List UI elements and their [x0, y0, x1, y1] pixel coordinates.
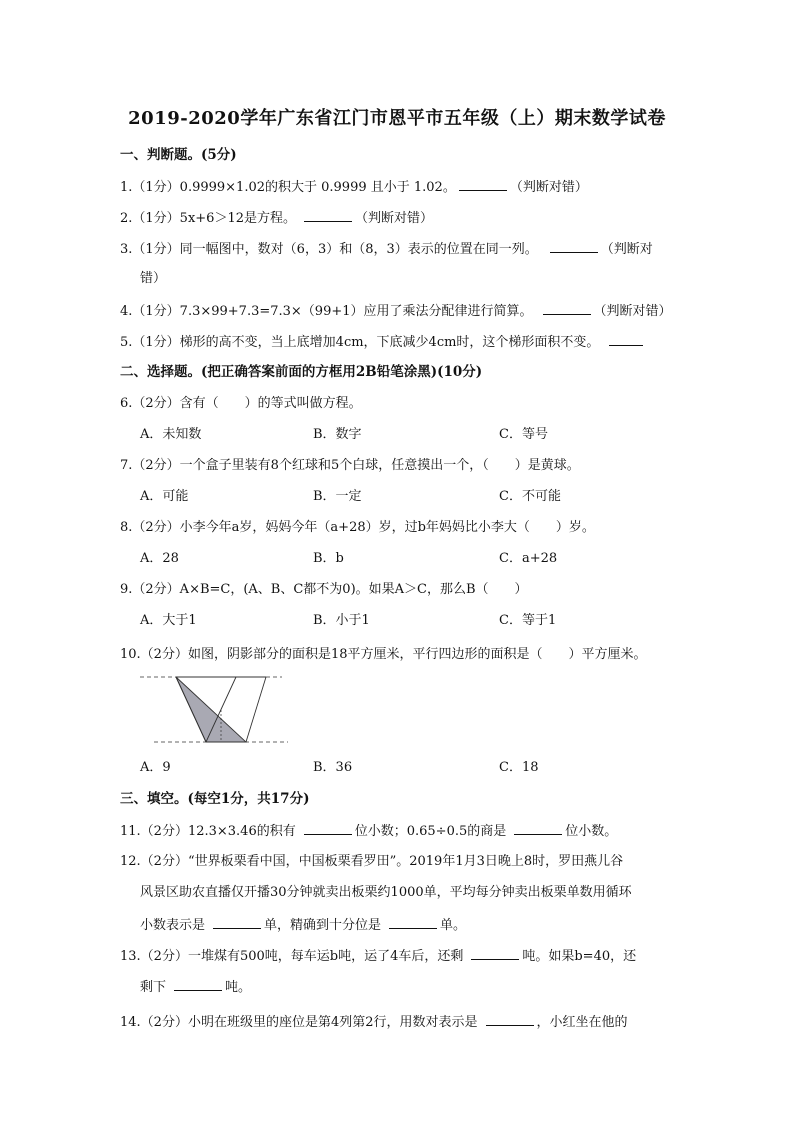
answer-blank[interactable] [609, 332, 643, 346]
question-2-text: 2.（1分）5x+6＞12是方程。 [120, 211, 296, 226]
question-13-part-1: 13.（2分）一堆煤有500吨，每车运b吨，运了4车后，还剩 [120, 949, 464, 964]
question-6-option-b[interactable]: B．数字 [313, 427, 362, 442]
question-4-suffix: （判断对错） [593, 304, 672, 319]
answer-blank[interactable] [471, 946, 519, 960]
question-9-option-a[interactable]: A．大于1 [140, 613, 197, 628]
question-2 [120, 208, 680, 228]
answer-blank[interactable] [550, 239, 598, 253]
question-10-option-c[interactable]: C．18 [499, 760, 539, 775]
question-1-suffix: （判断对错） [509, 180, 588, 195]
question-11 [120, 821, 680, 841]
question-4 [120, 301, 680, 321]
question-11-part-3: 位小数。 [565, 824, 618, 839]
parallelogram-figure [140, 672, 290, 748]
answer-blank[interactable] [459, 177, 507, 191]
answer-blank[interactable] [486, 1012, 534, 1026]
question-10-option-b[interactable]: B．36 [313, 760, 353, 775]
question-6: 6.（2分）含有（ ）的等式叫做方程。 [120, 396, 362, 411]
answer-blank[interactable] [514, 821, 562, 835]
question-12-part-c: 单。 [440, 918, 467, 933]
question-8: 8.（2分）小李今年a岁，妈妈今年（a+28）岁，过b年妈妈比小李大（ ）岁。 [120, 520, 595, 535]
section-heading-choice: 二、选择题。(把正确答案前面的方框用2B铅笔涂黑)(10分) [120, 364, 483, 380]
question-13-cont-1: 剩下 [140, 980, 167, 995]
question-3-text: 3.（1分）同一幅图中，数对（6，3）和（8，3）表示的位置在同一列。 [120, 242, 538, 257]
question-14 [120, 1012, 680, 1032]
question-12-line-2: 风景区助农直播仅开播30分钟就卖出板栗约1000单，平均每分钟卖出板栗单数用循环 [140, 885, 632, 900]
question-2-suffix: （判断对错） [354, 211, 433, 226]
question-1 [120, 177, 680, 197]
section-heading-fill: 三、填空。(每空1分，共17分) [120, 791, 310, 807]
question-7-option-c[interactable]: C．不可能 [499, 489, 561, 504]
question-13 [120, 946, 680, 966]
question-3-suffix: （判断对 [600, 242, 653, 257]
answer-blank[interactable] [543, 301, 591, 315]
question-6-option-a[interactable]: A．未知数 [140, 427, 202, 442]
question-3 [120, 239, 680, 259]
answer-blank[interactable] [174, 977, 222, 991]
answer-blank[interactable] [304, 821, 352, 835]
question-6-option-c[interactable]: C．等号 [499, 427, 548, 442]
page-title: 2019-2020学年广东省江门市恩平市五年级（上）期末数学试卷 [128, 108, 666, 129]
question-10: 10.（2分）如图，阴影部分的面积是18平方厘米，平行四边形的面积是（ ）平方厘米。 [120, 647, 647, 662]
question-5-text: 5.（1分）梯形的高不变，当上底增加4cm，下底减少4cm时，这个梯形面积不变。 [120, 335, 600, 350]
question-12-part-b: 单，精确到十分位是 [264, 918, 382, 933]
question-7: 7.（2分）一个盒子里装有8个红球和5个白球，任意摸出一个，（ ）是黄球。 [120, 458, 580, 473]
question-13-continuation [140, 977, 700, 997]
question-12-line-3 [140, 915, 700, 935]
shaded-triangle [176, 677, 246, 742]
question-11-part-2: 位小数；0.65÷0.5的商是 [354, 824, 507, 839]
question-9-option-b[interactable]: B．小于1 [313, 613, 370, 628]
question-12-part-a: 小数表示是 [140, 918, 206, 933]
question-14-part-1: 14.（2分）小明在班级里的座位是第4列第2行，用数对表示是 [120, 1015, 478, 1030]
section-heading-judge: 一、判断题。(5分) [120, 147, 237, 163]
question-8-option-c[interactable]: C．a+28 [499, 551, 558, 566]
question-7-option-b[interactable]: B．一定 [313, 489, 362, 504]
question-8-option-b[interactable]: B．b [313, 551, 344, 566]
question-13-part-2: 吨。如果b=40，还 [522, 949, 637, 964]
question-8-option-a[interactable]: A．28 [140, 551, 179, 566]
question-9-option-c[interactable]: C．等于1 [499, 613, 557, 628]
answer-blank[interactable] [304, 208, 352, 222]
answer-blank[interactable] [213, 915, 261, 929]
question-3-continuation: 错） [140, 271, 167, 286]
question-12: 12.（2分）“世界板栗看中国，中国板栗看罗田”。2019年1月3日晚上8时，罗田燕儿谷 [120, 854, 624, 869]
question-10-option-a[interactable]: A．9 [140, 760, 171, 775]
answer-blank[interactable] [389, 915, 437, 929]
question-5 [120, 332, 680, 352]
parallelogram-right-side [246, 677, 266, 742]
question-9: 9.（2分）A×B=C，(A、B、C都不为0)。如果A＞C，那么B（ ） [120, 582, 528, 597]
question-13-cont-2: 吨。 [225, 980, 252, 995]
question-1-text: 1.（1分）0.9999×1.02的积大于 0.9999 且小于 1.02。 [120, 180, 456, 195]
question-7-option-a[interactable]: A．可能 [140, 489, 189, 504]
question-4-text: 4.（1分）7.3×99+7.3=7.3×（99+1）应用了乘法分配律进行简算。 [120, 304, 533, 319]
question-11-part-1: 11.（2分）12.3×3.46的积有 [120, 824, 296, 839]
question-14-part-2: ，小红坐在他的 [536, 1015, 628, 1030]
